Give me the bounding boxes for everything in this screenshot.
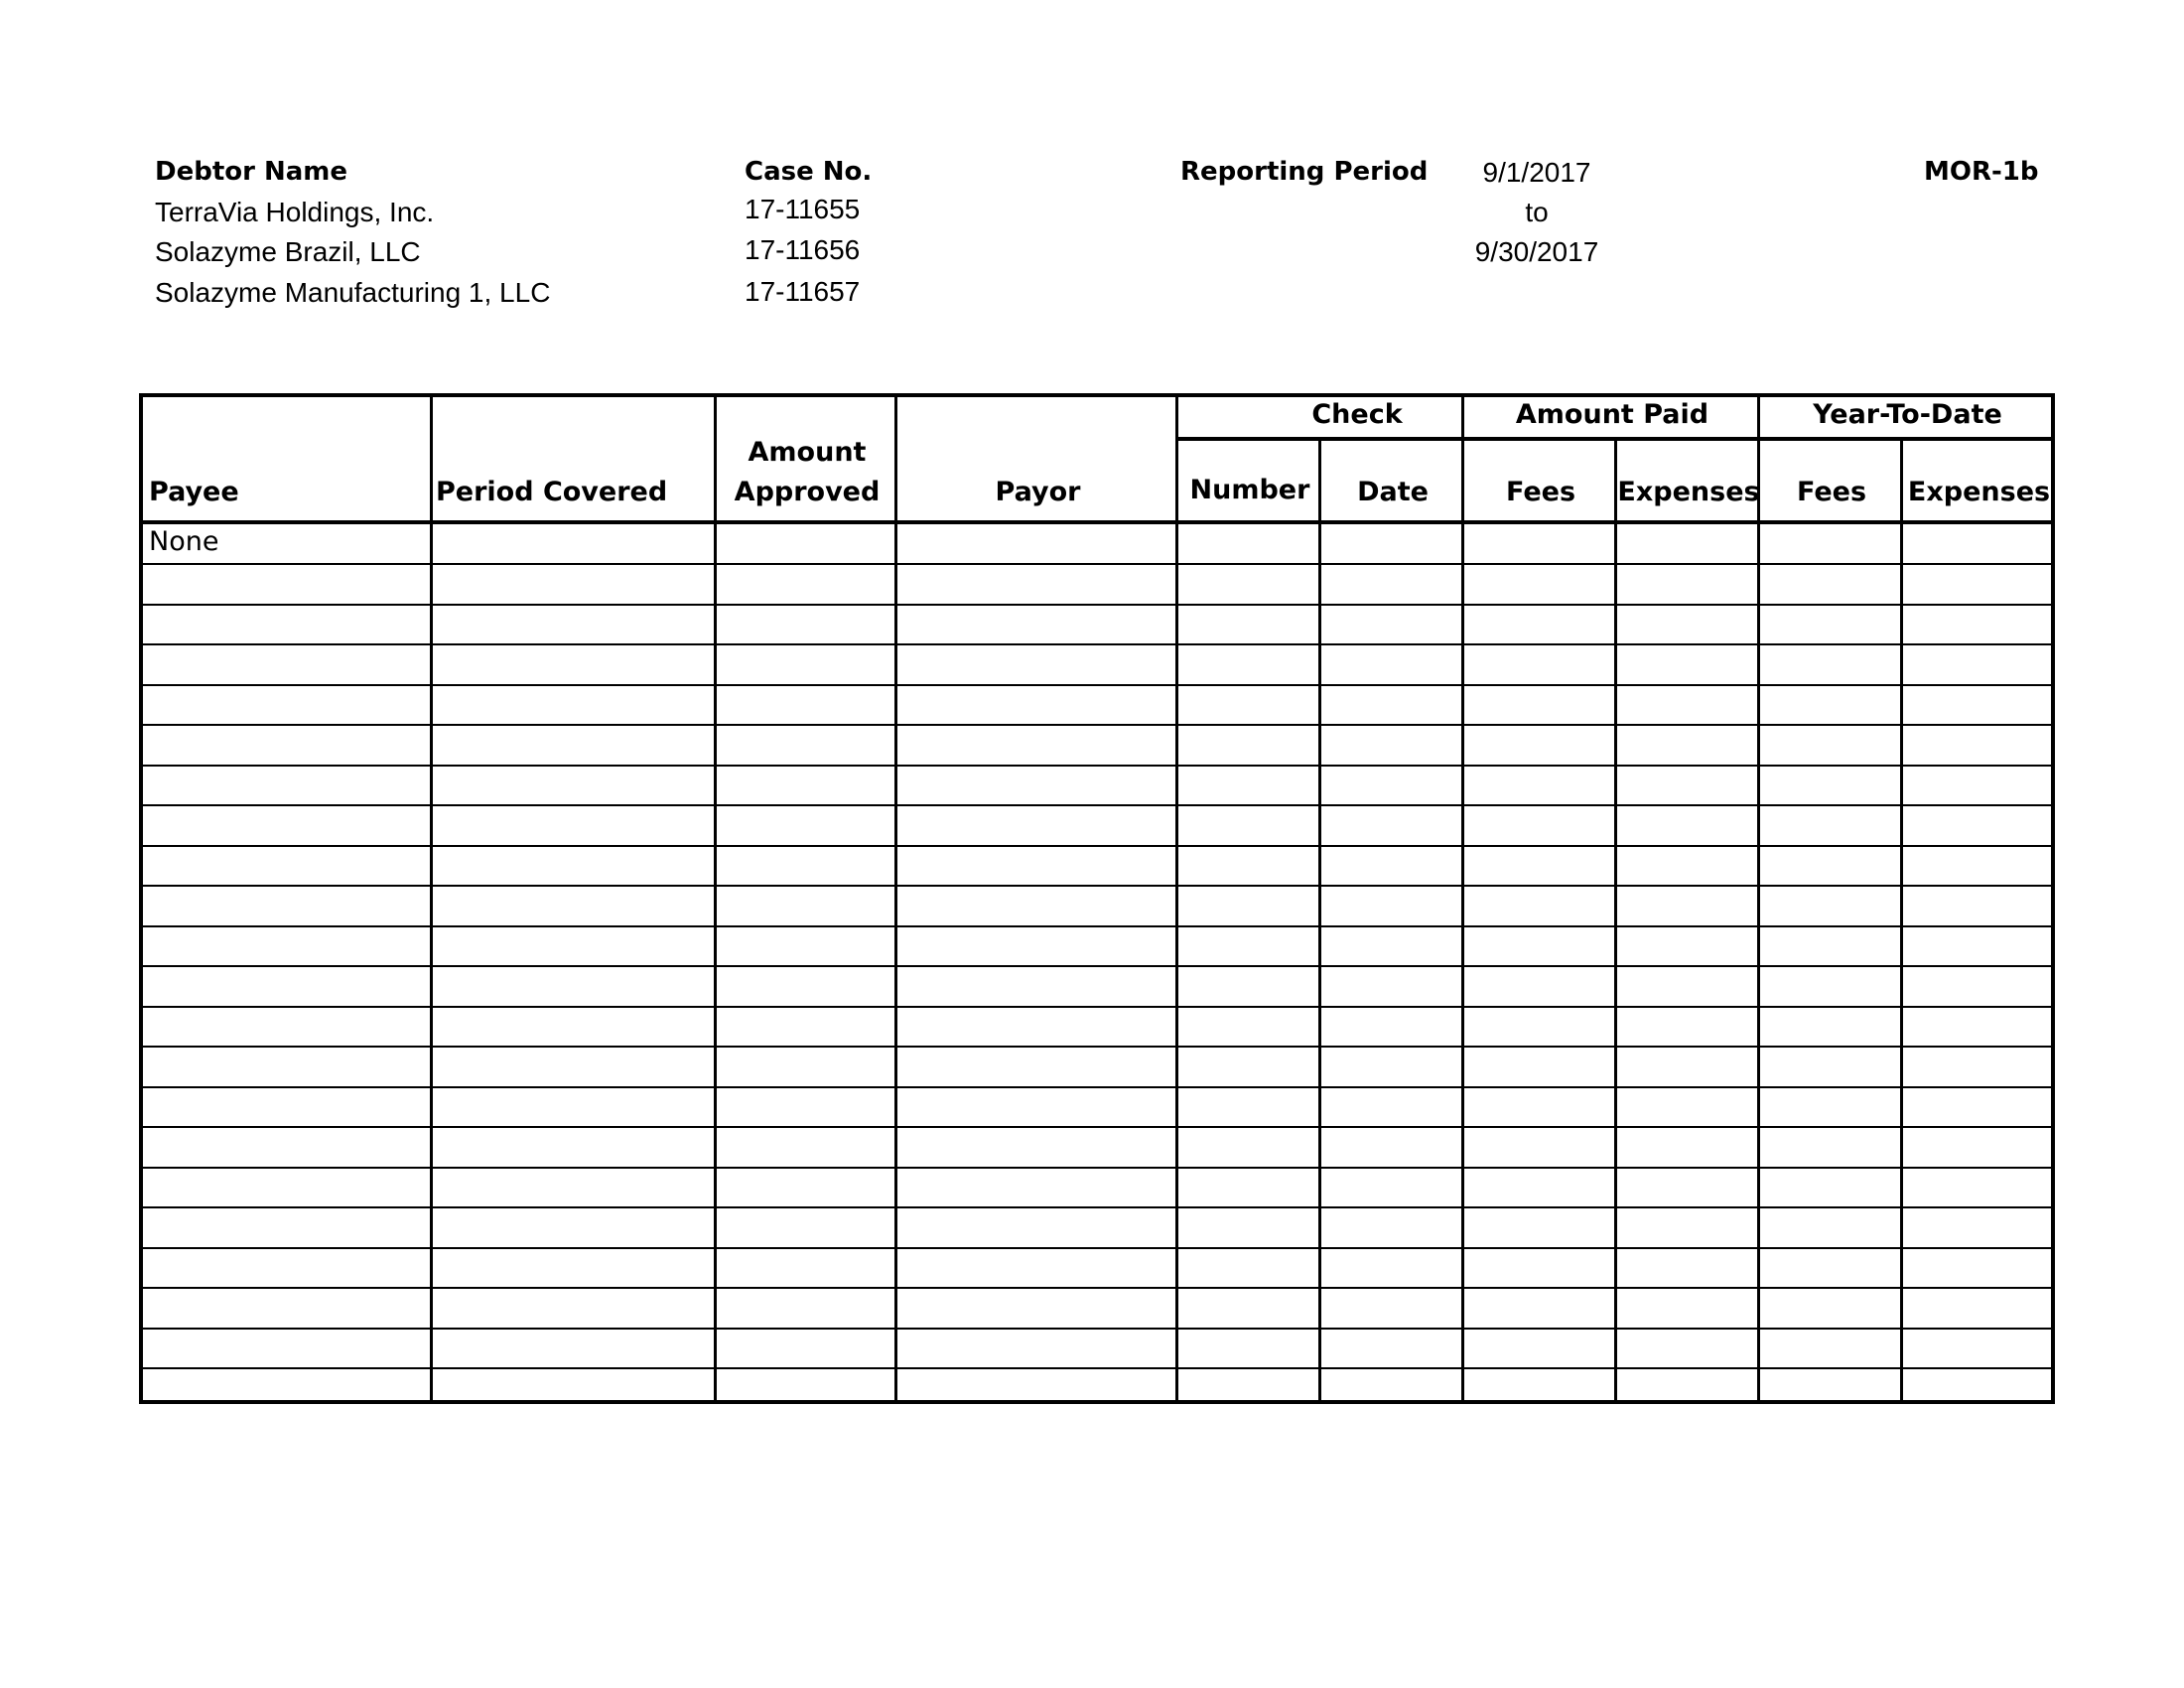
debtor-name-label: Debtor Name <box>155 157 348 187</box>
col-period-covered: Period Covered <box>436 477 668 507</box>
row-divider <box>143 1367 2051 1369</box>
form-id: MOR-1b <box>1924 157 2039 187</box>
case-number: 17-11655 <box>745 194 861 224</box>
row-divider <box>143 765 2051 767</box>
debtor-name: Solazyme Manufacturing 1, LLC <box>155 277 551 308</box>
column-divider <box>1614 439 1617 1400</box>
debtor-name: TerraVia Holdings, Inc. <box>155 197 435 227</box>
period-to: to <box>1525 197 1549 227</box>
group-check: Check <box>1311 399 1403 430</box>
reporting-period-label: Reporting Period <box>1180 157 1429 187</box>
col-payee: Payee <box>149 477 239 507</box>
row-divider <box>143 1006 2051 1008</box>
col-check-number: Number <box>1189 475 1310 505</box>
case-number: 17-11656 <box>745 234 861 265</box>
col-amount-approved-line1: Amount <box>748 437 867 468</box>
column-divider <box>1900 439 1903 1400</box>
col-ytd-fees: Fees <box>1796 477 1867 507</box>
row-divider <box>143 1328 2051 1330</box>
col-ytd-expenses: Expenses <box>1907 477 2051 507</box>
group-year-to-date: Year-To-Date <box>1813 399 2002 430</box>
row-divider <box>143 1046 2051 1048</box>
case-number: 17-11657 <box>745 276 861 307</box>
row-divider <box>143 684 2051 686</box>
group-header-divider <box>1175 437 2051 441</box>
row-divider <box>143 804 2051 806</box>
group-amount-paid: Amount Paid <box>1515 399 1709 430</box>
row-divider <box>143 724 2051 726</box>
row-divider <box>143 563 2051 565</box>
col-paid-expenses: Expenses <box>1617 477 1760 507</box>
row-divider <box>143 885 2051 887</box>
col-check-date: Date <box>1357 477 1429 507</box>
header-divider <box>143 520 2051 524</box>
period-start: 9/1/2017 <box>1482 157 1591 188</box>
col-paid-fees: Fees <box>1505 477 1576 507</box>
column-divider <box>1318 439 1321 1400</box>
column-divider <box>1461 397 1464 1400</box>
column-divider <box>894 397 897 1400</box>
column-divider <box>714 397 717 1400</box>
row-divider <box>143 845 2051 847</box>
col-payor: Payor <box>995 477 1081 507</box>
debtor-name: Solazyme Brazil, LLC <box>155 236 421 267</box>
row-divider <box>143 1086 2051 1088</box>
row-divider <box>143 1126 2051 1128</box>
fee-payment-table <box>139 393 2055 1404</box>
row-divider <box>143 925 2051 927</box>
row-divider <box>143 643 2051 645</box>
row-divider <box>143 1206 2051 1208</box>
row-divider <box>143 1247 2051 1249</box>
table-cell-payee: None <box>149 526 219 557</box>
column-divider <box>1757 397 1760 1400</box>
row-divider <box>143 965 2051 967</box>
row-divider <box>143 1287 2051 1289</box>
column-divider <box>1175 397 1178 1400</box>
row-divider <box>143 1167 2051 1169</box>
column-divider <box>430 397 433 1400</box>
row-divider <box>143 604 2051 606</box>
case-no-label: Case No. <box>745 157 873 187</box>
col-amount-approved-line2: Approved <box>734 477 881 507</box>
period-end: 9/30/2017 <box>1474 236 1599 267</box>
